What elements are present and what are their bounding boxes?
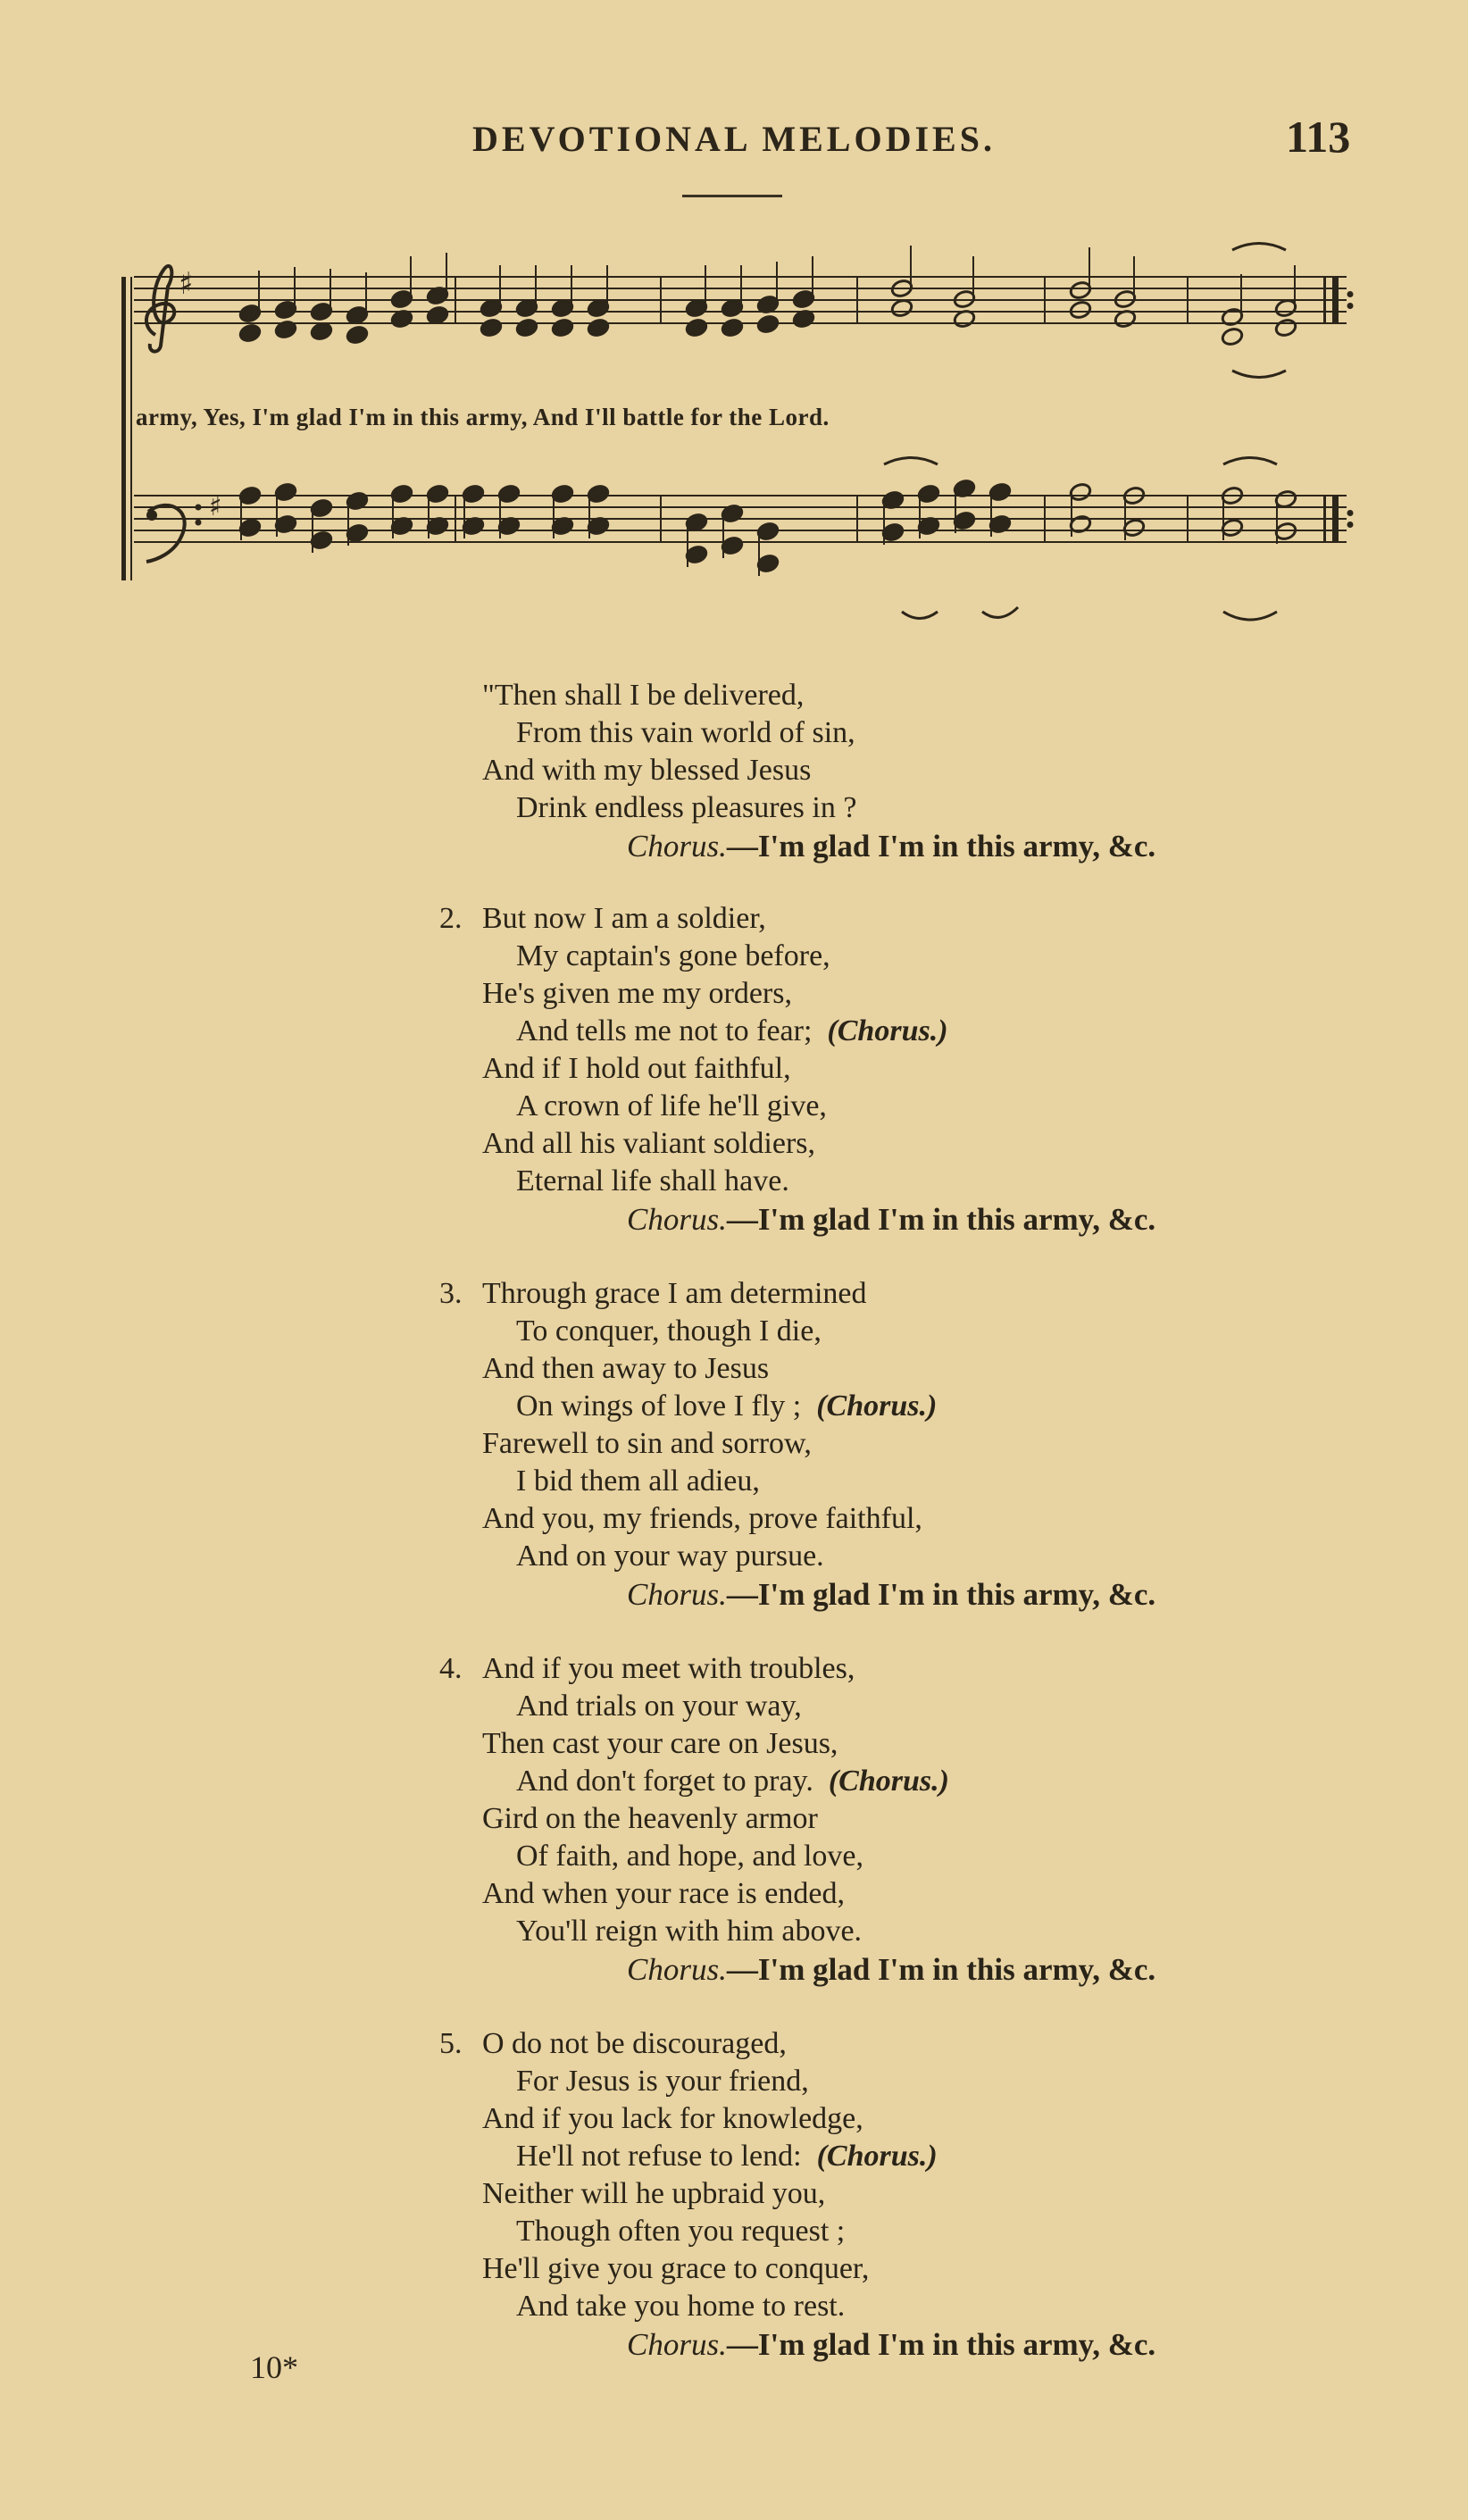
final-bar-thin: [1323, 496, 1326, 542]
verse-line: [516, 791, 856, 825]
verse-line: [516, 2215, 845, 2249]
verse-line: [516, 1690, 802, 1723]
verse-line-text: Then cast your care on Jesus,: [482, 1727, 838, 1760]
verse-line: [482, 977, 792, 1011]
verse-line-text: He's given me my orders,: [482, 977, 792, 1010]
chorus-label: Chorus.: [627, 2327, 727, 2362]
slur: [884, 458, 938, 465]
verse-line: [516, 1164, 789, 1198]
verse-line: [482, 2252, 869, 2286]
stanza-number: 5.: [439, 2027, 463, 2060]
slur: [1223, 612, 1277, 620]
verse-line: [516, 2290, 845, 2324]
system-line: [130, 277, 132, 580]
system-bracket: [121, 277, 126, 580]
slur: [902, 612, 938, 619]
bass-clef-dot: [196, 505, 202, 511]
verse-line-text: Neither will he upbraid you,: [482, 2177, 826, 2210]
note-head: [756, 314, 780, 335]
running-head: DEVOTIONAL MELODIES.: [472, 119, 996, 159]
chorus-line: [627, 1952, 1155, 1988]
chorus-cue: (Chorus.): [816, 1389, 938, 1423]
sharp-icon: ♯: [209, 491, 222, 522]
verse-line-text: Though often you request ;: [516, 2215, 846, 2248]
repeat-dot: [1347, 510, 1354, 516]
chorus-cue: (Chorus.): [827, 1014, 948, 1047]
chorus-label: Chorus.: [627, 1952, 727, 1987]
slur: [982, 607, 1018, 617]
verse-line-text: Through grace I am determined: [482, 1277, 867, 1310]
note-head: [346, 325, 369, 346]
verse-line-text: He'll give you grace to conquer,: [482, 2252, 870, 2285]
chorus-line: [627, 2327, 1155, 2363]
chorus-text: —I'm glad I'm in this army, &c.: [726, 1202, 1156, 1237]
chorus-line: [627, 1202, 1155, 1238]
verse-line-text: To conquer, though I die,: [516, 1314, 822, 1348]
verse-line: [482, 1802, 818, 1836]
verse-line-text: You'll reign with him above.: [516, 1915, 863, 1948]
music-staves: [116, 228, 1366, 647]
verse-line: [482, 2027, 787, 2061]
verse-line: [482, 1427, 812, 1461]
verse-line-text: But now I am a soldier,: [482, 902, 766, 935]
slur: [1232, 371, 1286, 378]
note-head: [1221, 327, 1244, 347]
final-bar-thick: [1332, 277, 1339, 323]
verse-line: [482, 1877, 845, 1911]
chorus-cue: (Chorus.): [828, 1765, 949, 1798]
verse-line-text: My captain's gone before,: [516, 939, 830, 972]
verse-line-text: A crown of life he'll give,: [516, 1089, 827, 1122]
signature-mark: 10*: [250, 2349, 298, 2385]
verse-line-text: Eternal life shall have.: [516, 1164, 789, 1197]
verse-line: [482, 902, 766, 936]
verse-line-text: On wings of love I fly ;: [516, 1389, 802, 1423]
note-head: [426, 305, 449, 326]
note-head: [890, 298, 913, 319]
stanza-number: 4.: [439, 1652, 463, 1685]
repeat-dot: [1347, 303, 1354, 309]
verse-line: [482, 679, 804, 713]
verse-line-text: And if I hold out faithful,: [482, 1052, 791, 1085]
stanza-number: 2.: [439, 902, 463, 935]
note-head: [515, 318, 538, 338]
note-head: [1069, 300, 1092, 321]
verse-line-text: And trials on your way,: [516, 1690, 802, 1723]
chorus-label: Chorus.: [627, 1577, 727, 1612]
verse-line: [482, 754, 811, 788]
sharp-icon: ♯: [179, 266, 194, 302]
verse-line: [516, 2140, 938, 2174]
verse-line: [482, 1352, 769, 1386]
verse-line: [516, 2065, 809, 2099]
verse-line-text: I bid them all adieu,: [516, 1464, 760, 1498]
verse-line-text: And then away to Jesus: [482, 1352, 770, 1385]
verse-line: [516, 1540, 824, 1573]
chorus-text: —I'm glad I'm in this army, &c.: [726, 829, 1156, 864]
chorus-line: [627, 829, 1155, 864]
verse-line-text: And with my blessed Jesus: [482, 754, 812, 787]
verse-line: [516, 1464, 760, 1498]
verse-line-text: And if you meet with troubles,: [482, 1652, 855, 1685]
verse-line: [516, 1915, 862, 1948]
verse-line: [482, 1277, 866, 1311]
verse-line-text: And you, my friends, prove faithful,: [482, 1502, 922, 1535]
verse-line: [482, 2102, 863, 2136]
verse-line-text: Gird on the heavenly armor: [482, 1802, 818, 1835]
chorus-cue: (Chorus.): [816, 2140, 938, 2173]
final-bar-thick: [1332, 496, 1339, 542]
page-number: 113: [1286, 112, 1351, 162]
verse-line: [482, 1652, 855, 1686]
note-head: [238, 323, 262, 344]
verse-line-text: And all his valiant soldiers,: [482, 1127, 816, 1160]
verse-line: [482, 1727, 838, 1761]
verse-line: [516, 1389, 937, 1423]
note-head: [551, 318, 574, 338]
verse-line: [516, 1765, 949, 1798]
verse-line-text: Of faith, and hope, and love,: [516, 1840, 863, 1873]
bass-clef-dot: [196, 520, 202, 526]
treble-clef-icon: [146, 266, 174, 352]
verse-line: [516, 716, 855, 750]
slur: [1232, 244, 1286, 251]
bass-clef-dot: [146, 510, 157, 521]
note-head: [685, 318, 708, 338]
verse-line: [516, 939, 830, 973]
verse-line-text: Drink endless pleasures in ?: [516, 791, 857, 824]
repeat-dot: [1347, 522, 1354, 528]
note-head: [721, 318, 744, 338]
music-score: [116, 228, 1366, 647]
header-rule: [682, 195, 782, 197]
verse-line-text: And tells me not to fear;: [516, 1014, 813, 1047]
slur: [1223, 458, 1277, 465]
note-head: [587, 318, 610, 338]
note-head: [1274, 318, 1297, 338]
verse-line: [482, 2177, 825, 2211]
verse-line-text: And on your way pursue.: [516, 1540, 824, 1573]
note-head: [310, 321, 333, 342]
verse-line: [482, 1052, 791, 1086]
verse-line: [482, 1127, 815, 1161]
chorus-label: Chorus.: [627, 829, 727, 864]
verse-line-text: And don't forget to pray.: [516, 1765, 813, 1798]
verse-line-text: And take you home to rest.: [516, 2290, 846, 2323]
verse-line: [516, 1089, 827, 1123]
chorus-label: Chorus.: [627, 1202, 727, 1237]
verse-line: [482, 1502, 922, 1536]
verse-line: [516, 1314, 822, 1348]
verse-line: [516, 1840, 863, 1873]
verse-line-text: From this vain world of sin,: [516, 716, 855, 749]
music-lyric-line: army, Yes, I'm glad I'm in this army, And I'll battle for the Lord.: [136, 404, 830, 430]
chorus-text: —I'm glad I'm in this army, &c.: [726, 1577, 1156, 1612]
verse-line-text: And if you lack for knowledge,: [482, 2102, 863, 2135]
chorus-line: [627, 1577, 1155, 1613]
verse-line: [516, 1014, 948, 1048]
chorus-text: —I'm glad I'm in this army, &c.: [726, 1952, 1156, 1987]
final-bar-thin: [1323, 277, 1326, 323]
verse-line-text: And when your race is ended,: [482, 1877, 845, 1910]
verse-line-text: For Jesus is your friend,: [516, 2065, 809, 2098]
verse-line-text: Farewell to sin and sorrow,: [482, 1427, 812, 1460]
verse-line-text: O do not be discouraged,: [482, 2027, 787, 2060]
verse-line-text: He'll not refuse to lend:: [516, 2140, 802, 2173]
stanza-number: 3.: [439, 1277, 463, 1310]
verse-line-text: "Then shall I be delivered,: [482, 679, 805, 712]
note-head: [480, 318, 503, 338]
repeat-dot: [1347, 291, 1354, 297]
chorus-text: —I'm glad I'm in this army, &c.: [726, 2327, 1156, 2362]
